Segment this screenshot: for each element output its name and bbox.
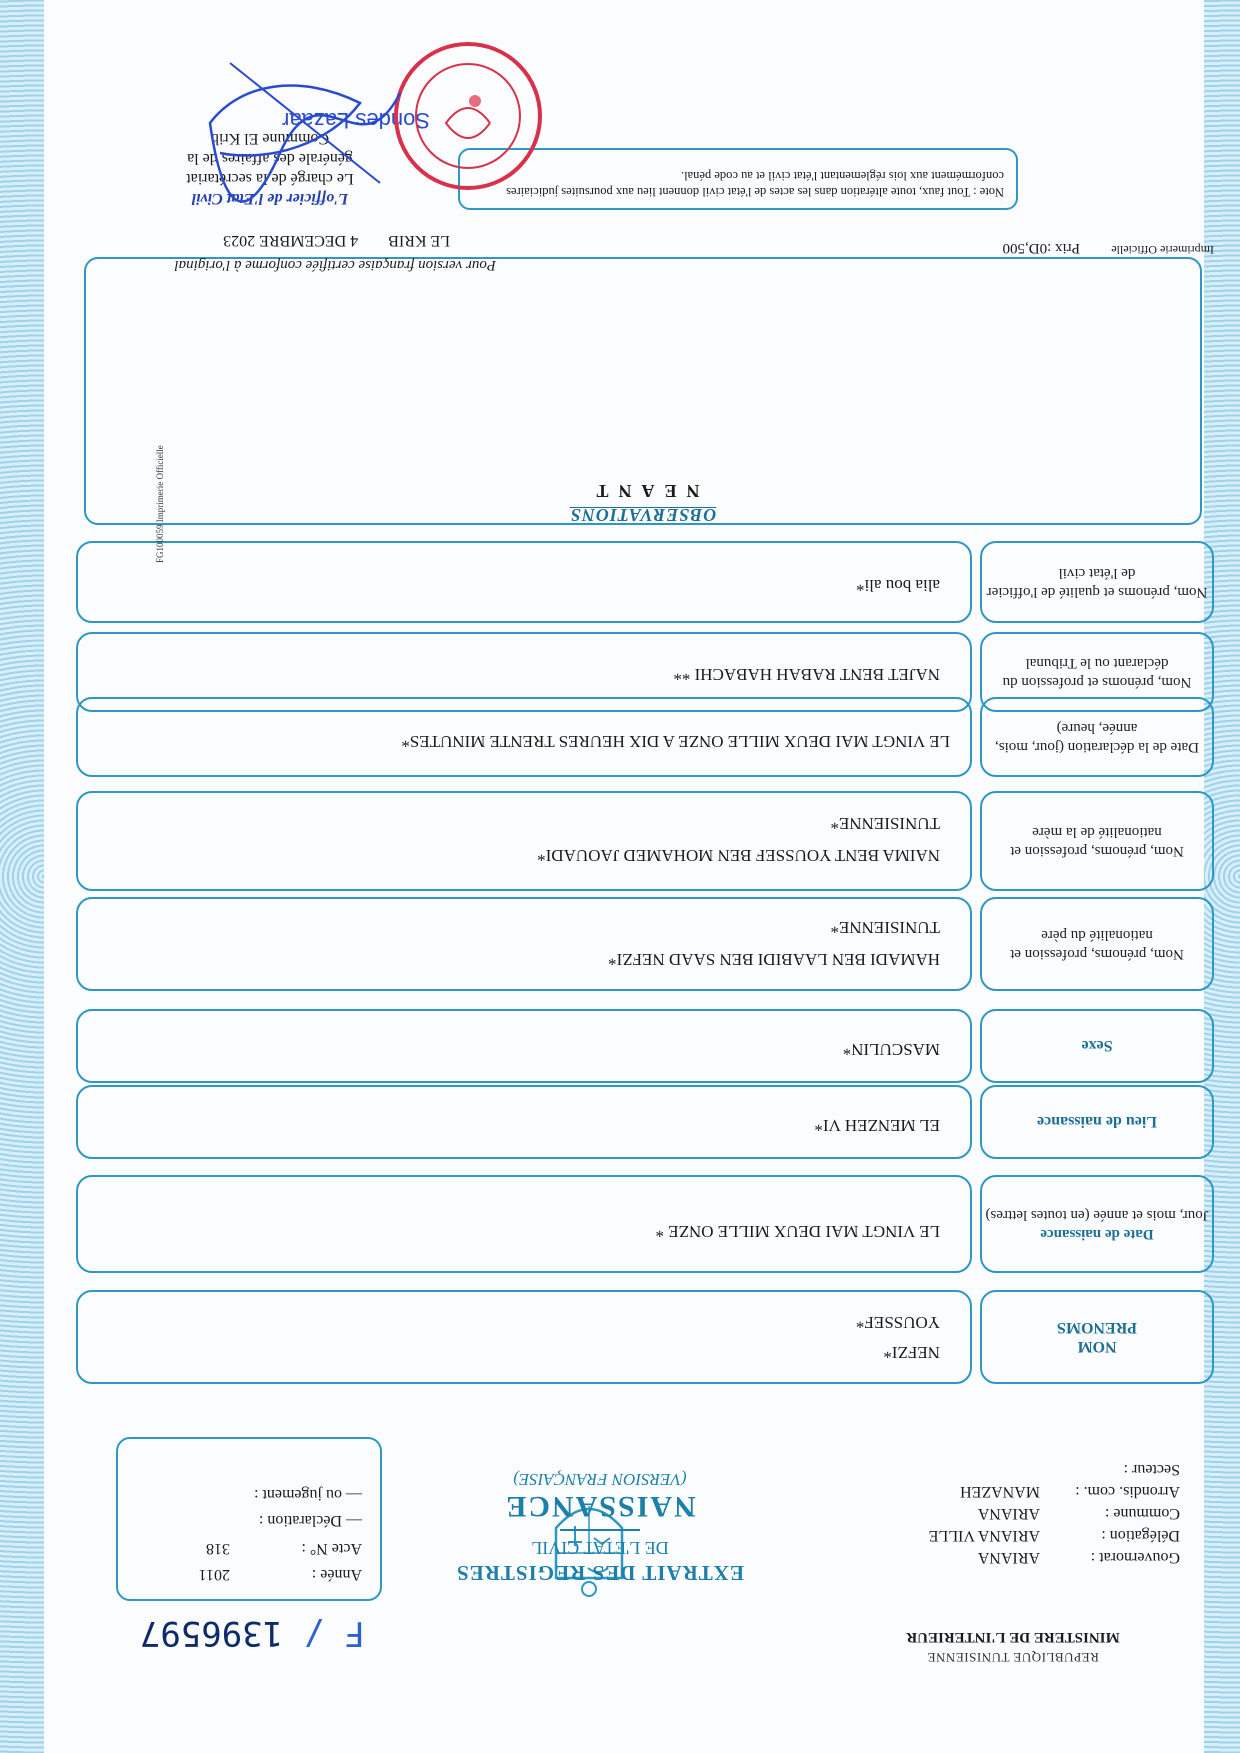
officier-value-box (76, 541, 972, 623)
mere-value: NAIMA BENT YOUSSEF BEN MOHAMED JAOUADI* (537, 846, 940, 865)
prenoms-value: YOUSSEF* (855, 1313, 940, 1332)
row-officier (76, 541, 1214, 623)
commune-value: ARIANA (977, 1505, 1040, 1522)
header-ministry (868, 1628, 1158, 1665)
annee-label: Année : (311, 1566, 362, 1583)
nom-prenoms-label (980, 1290, 1214, 1384)
observations-text: NEANT (586, 481, 700, 501)
right-security-border (0, 0, 44, 1753)
pere-value: HAMADI BEN LAABIDI BEN SAAD NEFZI* (608, 950, 940, 969)
date-declaration-value: LE VINGT MAI DEUX MILLE ONZE A DIX HEURES TRENTE MINUTES* (401, 732, 950, 751)
gouvernorat-value: ARIANA (977, 1549, 1040, 1566)
title-naissance: NAISSANCE (504, 1490, 696, 1523)
pere-value-box (76, 897, 972, 991)
declarant-value-box (76, 632, 972, 712)
title-version: (VERSION FRANÇAISE) (513, 1470, 687, 1489)
nom-label: NOM (1077, 1338, 1117, 1355)
title-rule (560, 1529, 640, 1531)
jugement-label: — ou jugement : (254, 1486, 362, 1503)
declarant-label: Nom, prénoms et profession du déclarant ou le Tribunal (980, 632, 1214, 712)
date-text: 4 DECEMBRE 2023 (223, 232, 359, 249)
pere-nationalite: TUNISIENNE* (830, 918, 940, 937)
mere-value-box (76, 791, 972, 891)
sexe-label: Sexe (980, 1009, 1214, 1083)
acte-value: 318 (206, 1540, 230, 1557)
lieu-date (223, 231, 450, 249)
legal-note-text: Note : Tout faux, toute altération dans les actes de l'état civil donnent lieu aux poursuites judiciaires conformément aux lois réglementant l'état civil et au code pénal. (506, 169, 1004, 199)
delegation-value: ARIANA VILLE (928, 1527, 1040, 1544)
mere-nationalite: TUNISIENNE* (830, 814, 940, 833)
acte-info-box (116, 1437, 382, 1601)
date-naissance-sublabel: Jour, mois et année (en toutes lettres) (985, 1207, 1209, 1223)
date-naissance-label-box (980, 1175, 1214, 1273)
title-line2: DE L'ETAT CIVIL (531, 1538, 669, 1558)
date-naissance-value-box (76, 1175, 972, 1273)
date-naissance-label: Date de naissance (1040, 1226, 1154, 1242)
officier-value: alia bou ali* (855, 576, 940, 595)
pere-label: Nom, prénoms, profession et nationalité du père (980, 897, 1214, 991)
row-mere (76, 791, 1214, 891)
lieu-text: LE KRIB (388, 232, 450, 249)
mere-label: Nom, prénoms, profession et nationalité de la mère (980, 791, 1214, 891)
row-nom-prenoms (76, 1290, 1214, 1384)
date-naissance-value: LE VINGT MAI DEUX MILLE ONZE * (655, 1222, 940, 1241)
side-code-text: FG100059 Imprimerie Officielle (155, 445, 165, 563)
signer-name: Sondes Lazaar (282, 108, 430, 133)
delegation-label: Délégation : (1101, 1527, 1180, 1544)
arrondissement-value: MANAZEH (960, 1483, 1040, 1500)
handwritten-signature-icon (190, 53, 420, 213)
serial-value: 1396597 (139, 1613, 284, 1653)
acte-label: Acte N° : (301, 1540, 362, 1557)
observations-title: OBSERVATIONS (569, 505, 717, 525)
observations-box (84, 257, 1202, 525)
row-date-naissance (76, 1175, 1214, 1273)
row-pere (76, 897, 1214, 991)
officier-line3: Commune El Krib (210, 130, 330, 147)
row-declarant (76, 632, 1214, 712)
officier-line1: Le chargé de la secrétariat (186, 170, 354, 187)
row-sexe (76, 1009, 1214, 1083)
administrative-info (830, 1458, 1180, 1568)
serial-prefix: F / (303, 1613, 365, 1653)
ministere-text: MINISTERE DE L'INTERIEUR (906, 1629, 1120, 1645)
sexe-value: MASCULIN* (842, 1040, 940, 1059)
nom-value: NEFZI* (883, 1343, 940, 1362)
title-line1: EXTRAIT DES REGISTRES (456, 1561, 744, 1585)
document-title (390, 1469, 810, 1585)
nom-prenoms-value-box (76, 1290, 972, 1384)
row-lieu-naissance (76, 1085, 1214, 1159)
serial-number (140, 1613, 365, 1653)
commune-label: Commune : (1104, 1505, 1180, 1522)
prenoms-label: PRENOMS (1057, 1319, 1137, 1336)
arrondissement-label: Arrondis. com. : (1075, 1483, 1180, 1500)
officier-label: Nom, prénoms et qualité de l'officier de l'état civil (980, 541, 1214, 623)
officier-line2: générale des affaires de la (187, 150, 353, 167)
officier-title: L'officier de l'Etat Civil (191, 190, 349, 207)
republique-text: REPUBLIQUE TUNISIENNE (927, 1650, 1099, 1665)
sexe-value-box (76, 1009, 972, 1083)
imprimerie-text: Imprimerie Officielle (1111, 243, 1214, 257)
declaration-label: — Déclaration : (258, 1512, 362, 1529)
version-certifiee-text: Pour version française certifiée conforme à l'original (174, 257, 496, 273)
lieu-naissance-value: EL MENZEH VI* (814, 1116, 940, 1135)
annee-value: 2011 (198, 1566, 230, 1583)
lieu-naissance-value-box (76, 1085, 972, 1159)
gouvernorat-label: Gouvernorat : (1090, 1549, 1180, 1566)
prix-text: Prix :0D,500 (1002, 240, 1080, 256)
date-declaration-label: Date de la déclaration (jour, mois, année, heure) (980, 697, 1214, 777)
secteur-label: Secteur : (1123, 1461, 1180, 1478)
declarant-value: NAJET BENT RABAH HABACHI ** (673, 665, 940, 684)
lieu-naissance-label: Lieu de naissance (980, 1085, 1214, 1159)
